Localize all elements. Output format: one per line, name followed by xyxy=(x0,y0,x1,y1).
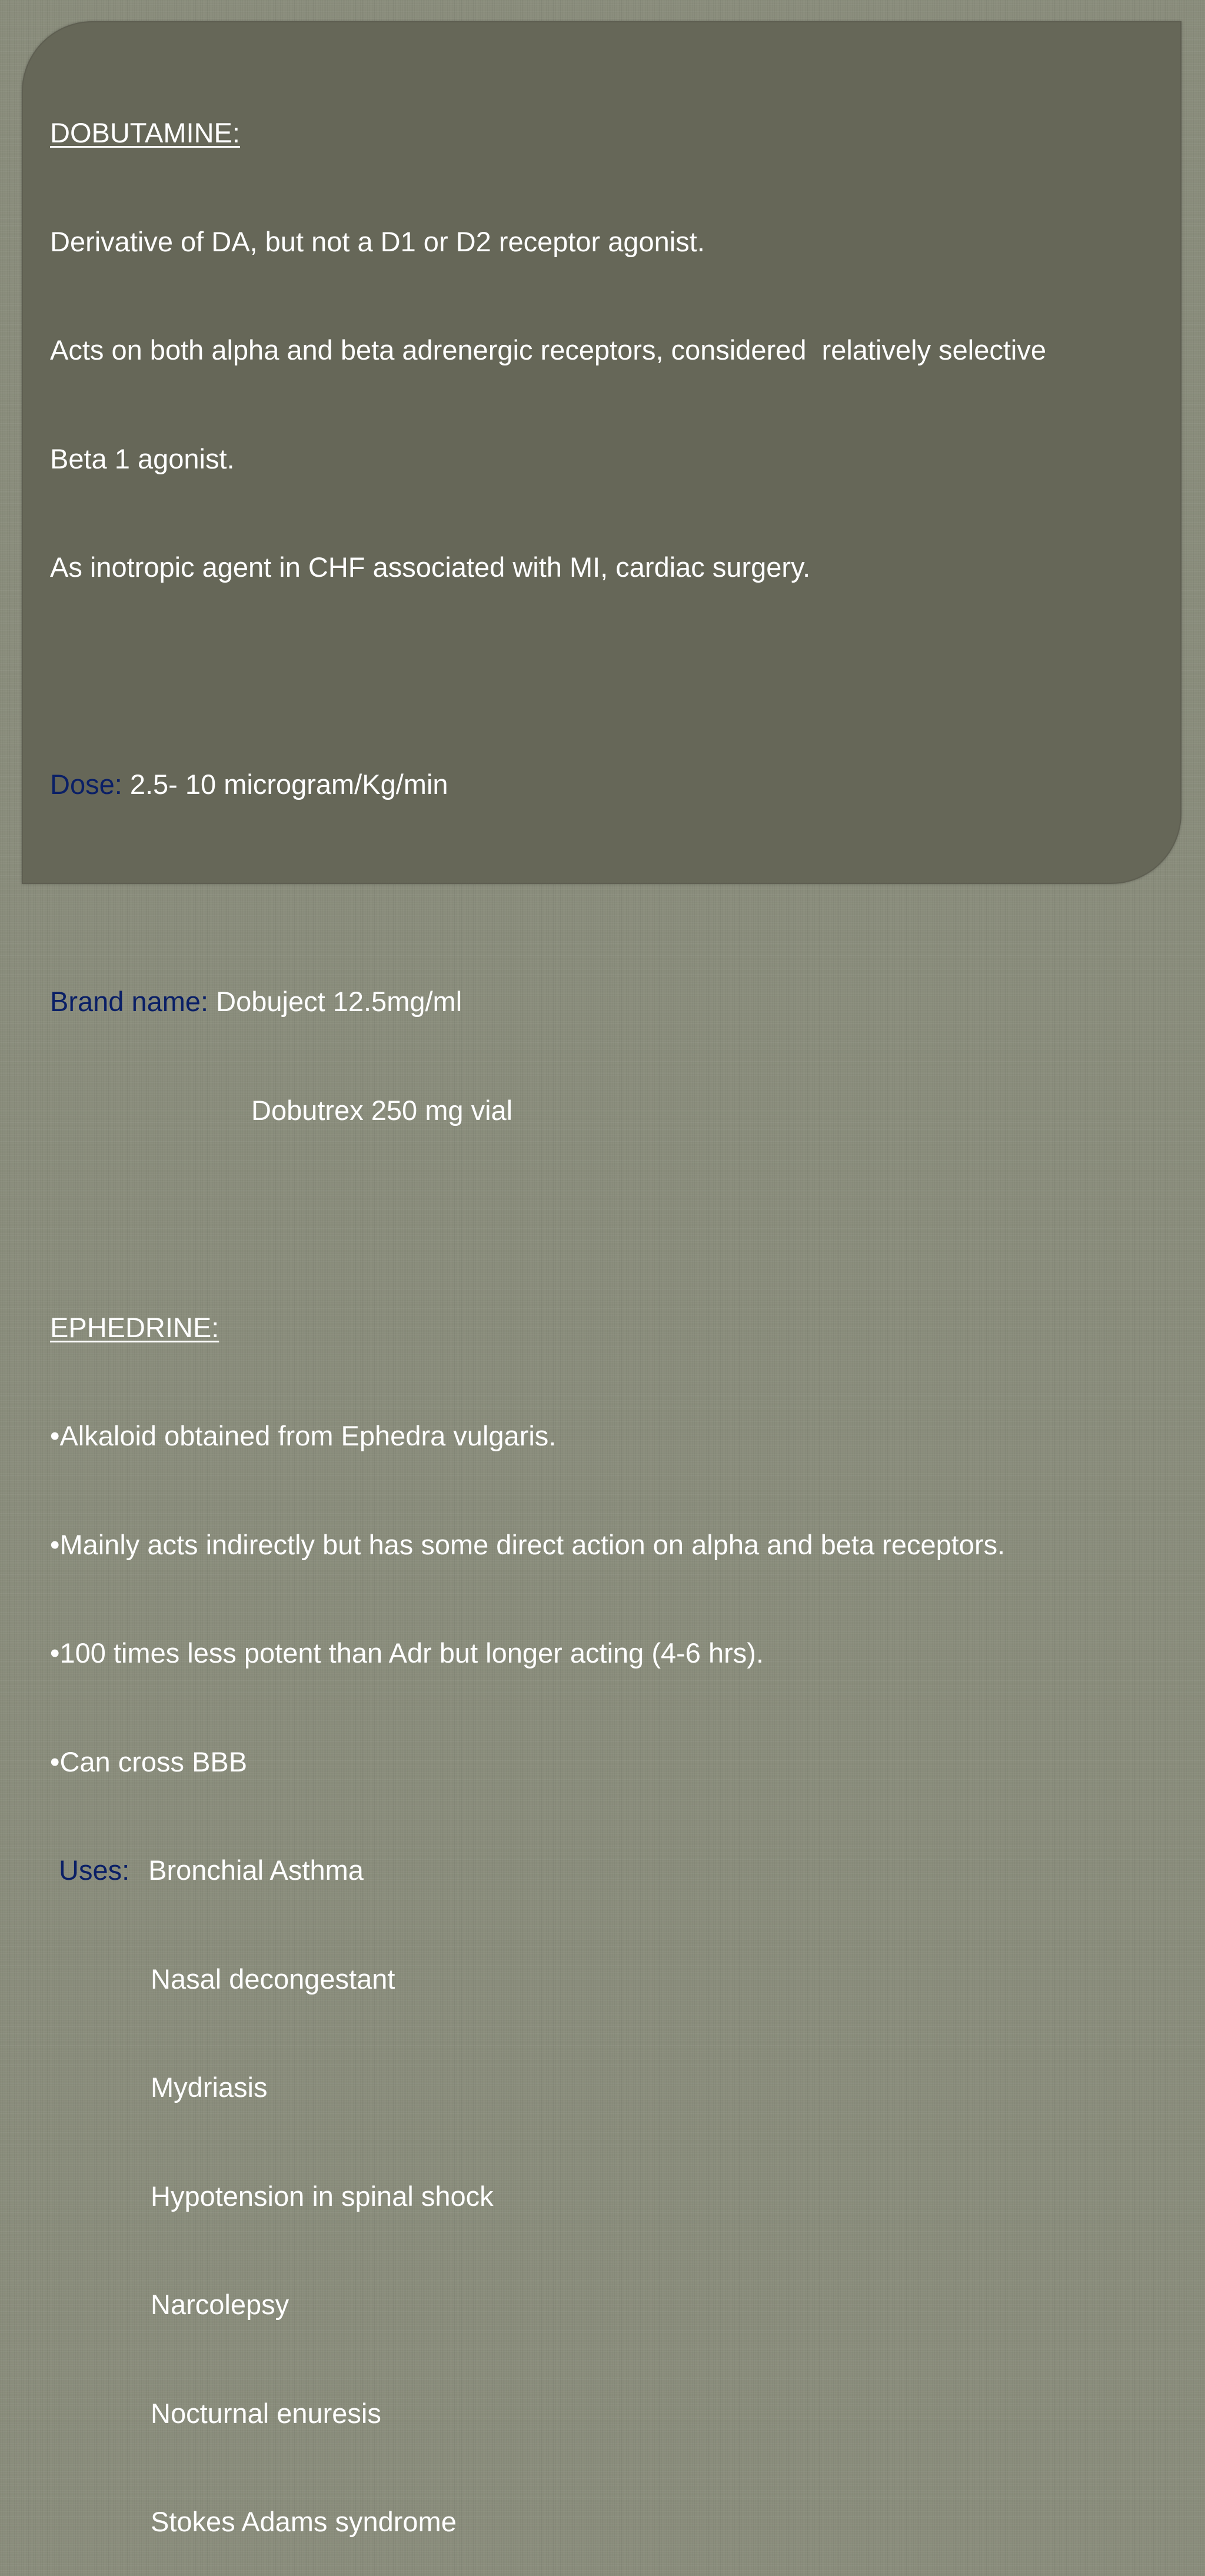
brand-line-1 xyxy=(50,983,1156,1020)
ephedrine-bullet: •Alkaloid obtained from Ephedra vulgaris. xyxy=(50,1420,557,1451)
use-item: Bronchial Asthma xyxy=(148,1854,364,1886)
dobutamine-heading-line xyxy=(50,115,1156,151)
blank-line xyxy=(50,1201,1156,1237)
use-item: Stokes Adams syndrome xyxy=(151,2506,457,2537)
ephedrine-bullet: •Can cross BBB xyxy=(50,1746,248,1777)
use-item: Hypotension in spinal shock xyxy=(151,2180,494,2212)
use-item: Nasal decongestant xyxy=(151,1963,395,1995)
ephedrine-bullet: •100 times less potent than Adr but longer acting (4-6 hrs). xyxy=(50,1637,764,1668)
blank-line xyxy=(50,875,1156,912)
blank-line xyxy=(50,658,1156,694)
dobutamine-line-2: Acts on both alpha and beta adrenergic receptors, considered relatively selective xyxy=(50,334,1046,365)
dobutamine-heading: DOBUTAMINE: xyxy=(50,117,240,148)
uses-label: Uses: xyxy=(59,1854,130,1886)
dose-line xyxy=(50,766,1156,803)
slide-content xyxy=(50,42,1156,2576)
use-item: Narcolepsy xyxy=(151,2289,289,2320)
dose-label: Dose: xyxy=(50,769,122,800)
dose-value: 2.5- 10 microgram/Kg/min xyxy=(122,769,448,800)
dobutamine-line-1: Derivative of DA, but not a D1 or D2 receptor agonist. xyxy=(50,225,705,257)
brand-value-2: Dobutrex 250 mg vial xyxy=(251,1094,513,1126)
brand-label: Brand name: xyxy=(50,986,209,1017)
dobutamine-line-4: As inotropic agent in CHF associated with MI, cardiac surgery. xyxy=(50,551,811,583)
dobutamine-line-3: Beta 1 agonist. xyxy=(50,443,235,474)
ephedrine-heading: EPHEDRINE: xyxy=(50,1311,219,1343)
use-item: Nocturnal enuresis xyxy=(151,2397,381,2429)
uses-line xyxy=(50,1852,1156,1889)
ephedrine-heading-line xyxy=(50,1309,1156,1346)
ephedrine-bullet: •Mainly acts indirectly but has some direct action on alpha and beta receptors. xyxy=(50,1528,1006,1560)
brand-value-1: Dobuject 12.5mg/ml xyxy=(208,986,462,1017)
use-item: Mydriasis xyxy=(151,2072,268,2103)
